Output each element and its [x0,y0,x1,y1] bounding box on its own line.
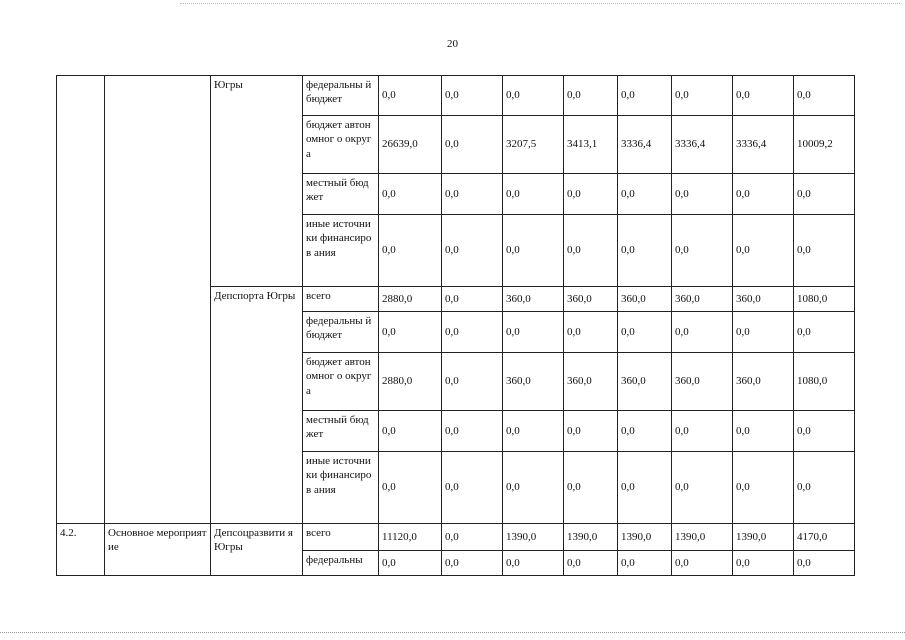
value-cell: 1390,0 [733,524,794,551]
value-cell: 0,0 [379,215,442,287]
value-cell: 1080,0 [794,353,855,411]
value-cell: 0,0 [672,452,733,524]
funding-source-cell: всего [303,287,379,312]
funding-source-cell: федеральны й бюджет [303,312,379,353]
value-cell: 0,0 [564,215,618,287]
value-cell: 0,0 [564,411,618,452]
value-cell: 0,0 [733,452,794,524]
value-cell: 0,0 [442,312,503,353]
value-cell: 0,0 [503,411,564,452]
executor-cell: Депсоцразвити я Югры [211,524,303,576]
value-cell: 0,0 [564,452,618,524]
value-cell: 1390,0 [672,524,733,551]
funding-source-cell: иные источники финансиров ания [303,215,379,287]
value-cell: 0,0 [379,551,442,576]
value-cell: 360,0 [564,353,618,411]
value-cell: 0,0 [379,452,442,524]
value-cell: 1390,0 [564,524,618,551]
value-cell: 360,0 [503,287,564,312]
value-cell: 0,0 [503,215,564,287]
value-cell: 0,0 [564,312,618,353]
value-cell: 26639,0 [379,116,442,174]
value-cell: 0,0 [503,551,564,576]
funding-source-cell: бюджет автономног о округа [303,116,379,174]
table-row [57,524,855,551]
value-cell: 3413,1 [564,116,618,174]
value-cell: 0,0 [672,174,733,215]
table-row [57,76,855,116]
value-cell: 0,0 [503,76,564,116]
value-cell: 360,0 [733,287,794,312]
page-number: 20 [447,38,458,50]
value-cell: 0,0 [564,76,618,116]
value-cell: 0,0 [379,312,442,353]
value-cell: 0,0 [442,452,503,524]
executor-cell: Депспорта Югры [211,287,303,524]
value-cell: 10009,2 [794,116,855,174]
scan-edge-bottom [0,632,905,633]
value-cell: 0,0 [794,215,855,287]
funding-source-cell: местный бюджет [303,174,379,215]
value-cell: 0,0 [733,551,794,576]
value-cell: 0,0 [672,215,733,287]
value-cell: 0,0 [503,452,564,524]
funding-source-cell: местный бюджет [303,411,379,452]
value-cell: 0,0 [442,76,503,116]
value-cell: 0,0 [379,76,442,116]
value-cell: 0,0 [503,174,564,215]
value-cell: 0,0 [442,116,503,174]
value-cell: 0,0 [564,551,618,576]
item-number-cell: 4.2. [57,524,105,576]
executor-cell: Югры [211,76,303,287]
value-cell: 0,0 [733,174,794,215]
value-cell: 1390,0 [618,524,672,551]
funding-source-cell: федеральны й бюджет [303,76,379,116]
value-cell: 0,0 [733,76,794,116]
value-cell: 0,0 [733,312,794,353]
value-cell: 0,0 [503,312,564,353]
value-cell: 0,0 [618,174,672,215]
value-cell: 0,0 [442,411,503,452]
value-cell: 1080,0 [794,287,855,312]
value-cell: 0,0 [794,174,855,215]
value-cell: 0,0 [733,411,794,452]
item-name-cell: Основное мероприятие [105,524,211,576]
value-cell: 0,0 [618,411,672,452]
value-cell: 0,0 [618,452,672,524]
value-cell: 360,0 [672,353,733,411]
value-cell: 0,0 [794,76,855,116]
value-cell: 0,0 [564,174,618,215]
value-cell: 2880,0 [379,353,442,411]
value-cell: 3336,4 [672,116,733,174]
funding-source-cell: всего [303,524,379,551]
value-cell: 360,0 [503,353,564,411]
value-cell: 0,0 [618,312,672,353]
value-cell: 0,0 [442,551,503,576]
value-cell: 0,0 [794,411,855,452]
value-cell: 0,0 [442,174,503,215]
value-cell: 11120,0 [379,524,442,551]
value-cell: 360,0 [733,353,794,411]
value-cell: 3207,5 [503,116,564,174]
value-cell: 0,0 [618,551,672,576]
value-cell: 0,0 [442,353,503,411]
value-cell: 0,0 [794,312,855,353]
item-number-cell [57,76,105,524]
value-cell: 0,0 [379,174,442,215]
value-cell: 360,0 [672,287,733,312]
value-cell: 360,0 [618,287,672,312]
value-cell: 0,0 [672,312,733,353]
scan-edge-top [180,3,900,4]
value-cell: 1390,0 [503,524,564,551]
value-cell: 0,0 [442,524,503,551]
budget-table [56,75,855,576]
funding-source-cell: федеральны [303,551,379,576]
value-cell: 0,0 [672,76,733,116]
funding-source-cell: иные источники финансиров ания [303,452,379,524]
value-cell: 0,0 [442,287,503,312]
value-cell: 360,0 [564,287,618,312]
value-cell: 0,0 [618,76,672,116]
value-cell: 360,0 [618,353,672,411]
item-name-cell [105,76,211,524]
value-cell: 0,0 [672,411,733,452]
value-cell: 3336,4 [733,116,794,174]
value-cell: 0,0 [618,215,672,287]
value-cell: 0,0 [442,215,503,287]
value-cell: 3336,4 [618,116,672,174]
value-cell: 0,0 [379,411,442,452]
value-cell: 0,0 [672,551,733,576]
value-cell: 0,0 [733,215,794,287]
value-cell: 4170,0 [794,524,855,551]
value-cell: 2880,0 [379,287,442,312]
value-cell: 0,0 [794,452,855,524]
funding-source-cell: бюджет автономног о округа [303,353,379,411]
value-cell: 0,0 [794,551,855,576]
